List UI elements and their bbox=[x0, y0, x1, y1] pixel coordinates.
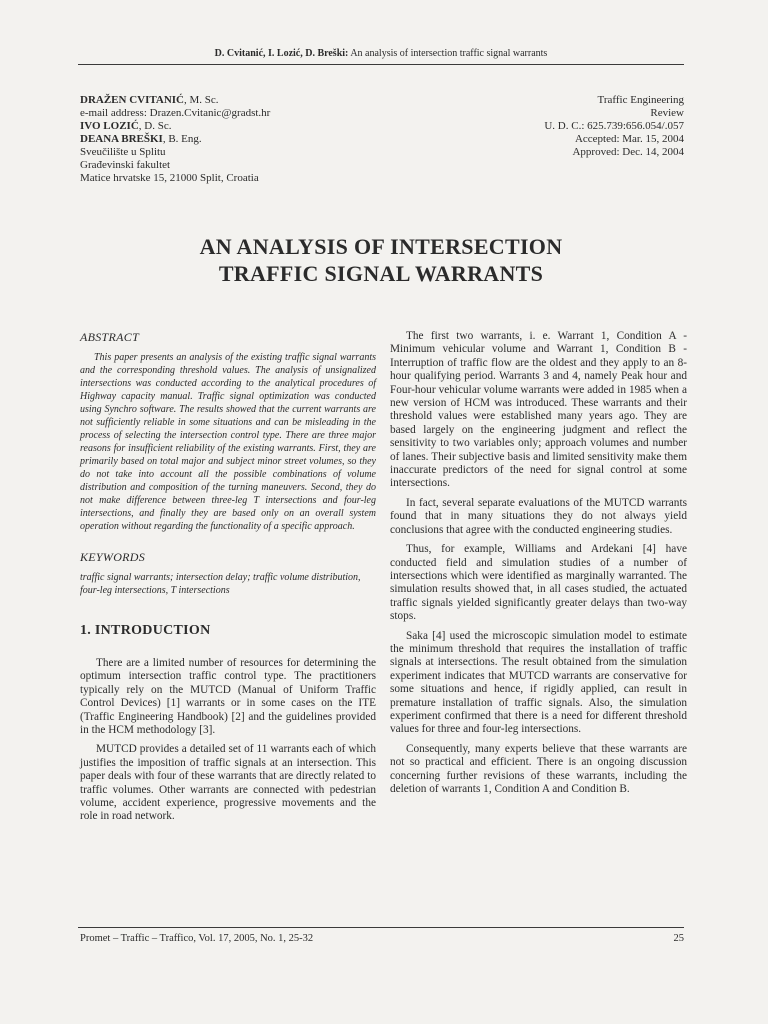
approved-date: Approved: Dec. 14, 2004 bbox=[572, 146, 684, 158]
keywords-text: traffic signal warrants; intersection delay; traffic volume distribution, four-leg intersections, T intersections bbox=[80, 572, 361, 596]
running-head-authors: D. Cvitanić, I. Lozić, D. Breški: bbox=[214, 48, 349, 59]
udc-code: U. D. C.: 625.739:656.054/.057 bbox=[544, 120, 684, 132]
abstract-heading: ABSTRACT bbox=[80, 330, 140, 344]
article-metadata bbox=[470, 94, 684, 159]
paragraph: Thus, for example, Williams and Ardekani [4] have conducted field and simulation studies of a number of intersections which were identified as marginally warranted. The simulation results showed that, in all cases studied, the actuated traffic signals yielded significantly greater delays than two-way stops. bbox=[390, 543, 687, 623]
paragraph: The first two warrants, i. e. Warrant 1, Condition A - Minimum vehicular volume and Warrant 1, Condition B - Interruption of traffic flow are the oldest and they apply to an 8-hour qualifying period. Warrants 3 and 4, namely Peak hour and Four-hour vehicular volume warrants were added in 1985 when a new version of HCM was introduced. These warrants and their threshold values were established many years ago. They are based largely on the engineering judgment and reflect the sensitivity to two variables only; approach volumes and number of lanes. Their subjective basis and limited sensitivity make them inaccurate predictors of the need for signal control at some intersections. bbox=[390, 330, 687, 490]
author-line: DRAŽEN CVITANIĆ, M. Sc. bbox=[80, 94, 219, 106]
paper-title-line: TRAFFIC SIGNAL WARRANTS bbox=[218, 261, 544, 286]
right-column bbox=[390, 330, 687, 802]
accepted-date: Accepted: Mar. 15, 2004 bbox=[574, 133, 684, 145]
affiliation-address: Matice hrvatske 15, 21000 Split, Croatia bbox=[80, 172, 259, 184]
paragraph: Saka [4] used the microscopic simulation model to estimate the minimum threshold that requires the installation of traffic signals at intersections. The result obtained from the simulation experiment indicates that MUTCD warrants are conservative for some situations and hence, if rigidly applied, can result in premature installation of traffic signals. Also, the simulation experiment confirmed that there is a need for different threshold values for three and four-leg intersections. bbox=[390, 629, 687, 736]
affiliation-faculty: Građevinski fakultet bbox=[80, 159, 171, 171]
section-heading: 1. INTRODUCTION bbox=[80, 623, 211, 638]
author-affiliations bbox=[80, 94, 340, 185]
journal-citation: Promet – Traffic – Traffico, Vol. 17, 2005, No. 1, 25-32 bbox=[80, 933, 314, 944]
paragraph: MUTCD provides a detailed set of 11 warrants each of which justifies the imposition of traffic signals at an intersection. This paper deals with four of these warrants that are directly related to traffic volumes. Other warrants are connected with pedestrian volume, accident experience, progressive movements and the role in road network. bbox=[80, 743, 376, 823]
abstract-text: This paper presents an analysis of the existing traffic signal warrants and the corresponding threshold values. The analysis of unsignalized intersections was conducted according to the analytical procedures of Highway capacity manual. Traffic signal optimization was conducted using Synchro software. The results showed that the current warrants are not sufficiently reliable in some situations and can be misleading in the process of selecting the intersection control type. There are three major reasons for insufficient reliability of the existing warrants. First, they are primarily based on total major and subject minor street volumes, so they do not take into account all the possible combinations of volume distribution and composition of the turning maneuvers. Second, they do not make difference between three-leg T intersections and four-leg intersections, and finally they are based only on an overall system operation without regarding the functionality of a specific approach. bbox=[80, 352, 376, 532]
author-line: DEANA BREŠKI, B. Eng. bbox=[80, 133, 202, 145]
author-line: IVO LOZIĆ, D. Sc. bbox=[80, 120, 172, 132]
paragraph: Consequently, many experts believe that these warrants are not so practical and efficient. There is an ongoing discussion concerning further revisions of these warrants, including the deletion of warrants 1, Condition A and Condition B. bbox=[390, 742, 687, 795]
author-email: e-mail address: Drazen.Cvitanic@gradst.hr bbox=[80, 107, 271, 119]
affiliation-university: Sveučilište u Splitu bbox=[80, 146, 166, 158]
left-column bbox=[80, 330, 376, 830]
running-head-title: An analysis of intersection traffic signal warrants bbox=[348, 48, 548, 59]
article-type: Review bbox=[650, 107, 684, 119]
paragraph: There are a limited number of resources for determining the optimum intersection traffic control type. The practitioners typically rely on the MUTCD (Manual of Uniform Traffic Control Devices) [1] warrants or in some cases on the ITE (Traffic Engineering Handbook) [2] and the guidelines provided in the HCM methodology [3]. bbox=[80, 657, 376, 737]
paper-title bbox=[78, 233, 684, 287]
journal-section: Traffic Engineering bbox=[597, 94, 684, 106]
footer-rule bbox=[78, 927, 684, 928]
running-head bbox=[78, 48, 684, 60]
page-number: 25 bbox=[673, 933, 684, 944]
header-rule bbox=[78, 64, 684, 65]
paper-title-line: AN ANALYSIS OF INTERSECTION bbox=[199, 234, 563, 259]
paragraph: In fact, several separate evaluations of the MUTCD warrants found that in many situations they do not always yield conclusions that agree with the conducted engineering studies. bbox=[390, 496, 687, 536]
keywords-heading: KEYWORDS bbox=[80, 550, 146, 564]
